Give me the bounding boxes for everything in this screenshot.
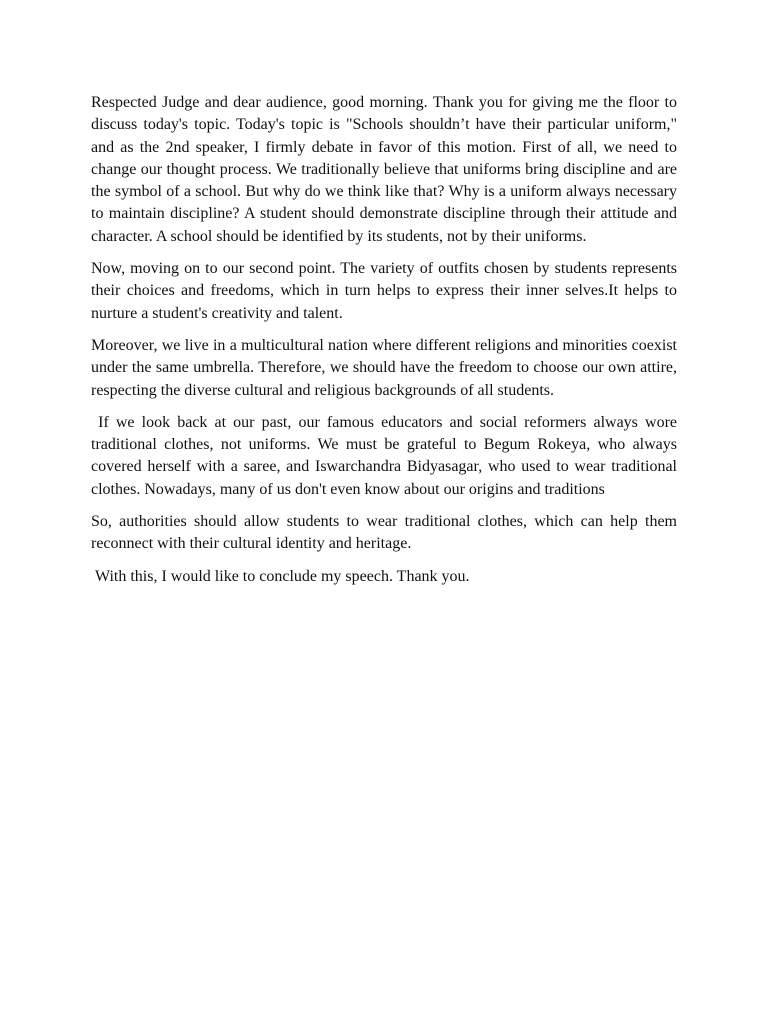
paragraph-multicultural: Moreover, we live in a multicultural nation where different religions and minorities coexist under the same umbrella. Therefore, we should have the freedom to choose our own attire, respecting the diverse cultural and religious backgrounds of all students. (91, 336, 681, 399)
paragraph-conclusion: With this, I would like to conclude my speech. Thank you. (91, 567, 470, 585)
paragraph-opening: Respected Judge and dear audience, good morning. Thank you for giving me the floor to discuss today's topic. Today's topic is "Schools shouldn’t have their particular uniform," and as the 2nd speaker, I firmly debate in favor of this motion. First of all, we need to change our thought process. We traditionally believe that uniforms bring discipline and are the symbol of a school. But why do we think like that? Why is a uniform always necessary to maintain discipline? A student should demonstrate discipline through their attitude and character. A school should be identified by its students, not by their uniforms. (91, 94, 681, 245)
paragraph-traditional-clothes: So, authorities should allow students to wear traditional clothes, which can help them reconnect with their cultural identity and heritage. (91, 513, 681, 553)
paragraph-second-point: Now, moving on to our second point. The variety of outfits chosen by students represents their choices and freedoms, which in turn helps to express their inner selves.It helps to nurture a student's creativity and talent. (91, 260, 681, 322)
speech-body (91, 92, 681, 598)
paragraph-history: If we look back at our past, our famous educators and social reformers always wore traditional clothes, not uniforms. We must be grateful to Begum Rokeya, who always covered herself with a saree, and Iswarchandra Bidyasagar, who used to wear traditional clothes. Nowadays, many of us don't even know about our origins and traditions (91, 413, 681, 498)
